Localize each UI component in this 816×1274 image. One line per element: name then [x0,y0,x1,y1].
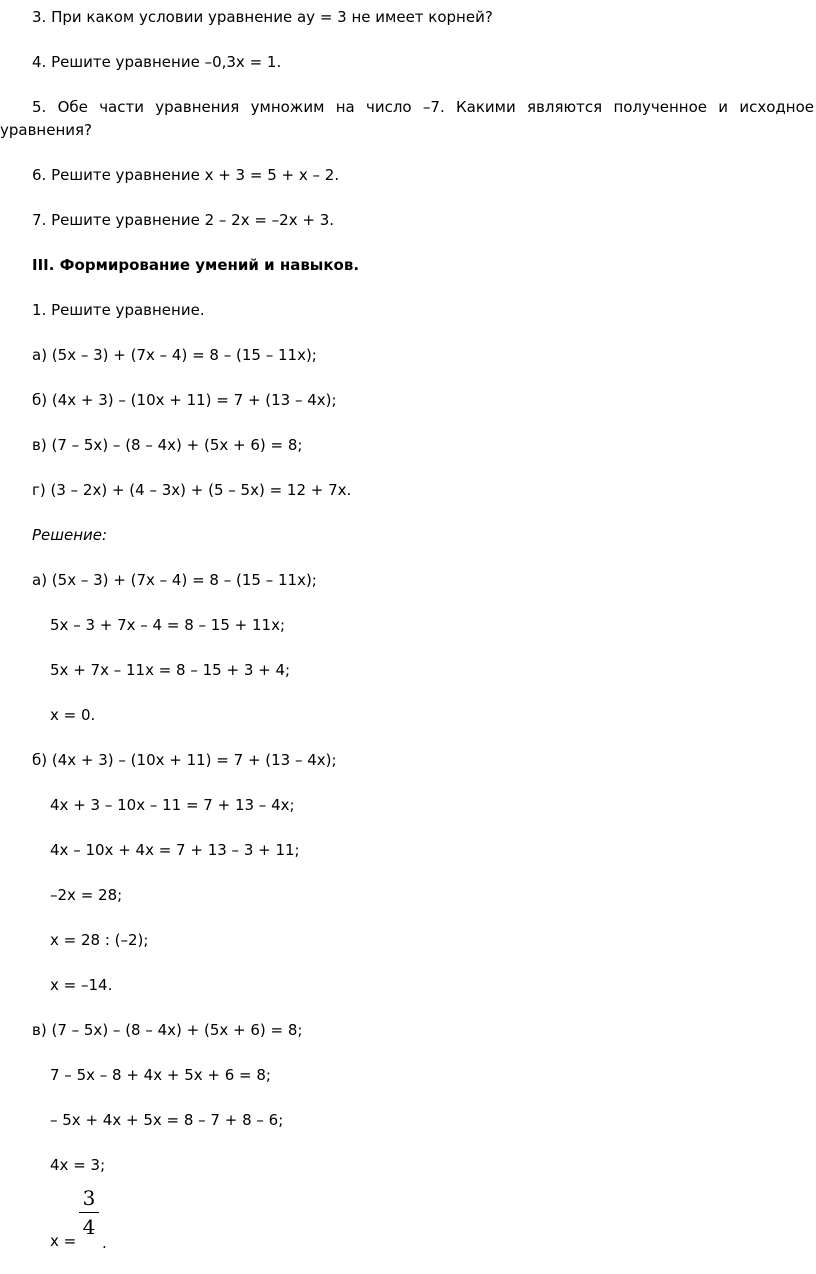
solution-a-step-3: x = 0. [50,706,96,724]
question-4: 4. Решите уравнение –0,3x = 1. [32,53,282,71]
fraction-bar [79,1212,99,1213]
task-v: в) (7 – 5x) – (8 – 4x) + (5x + 6) = 8; [32,436,303,454]
section-heading: III. Формирование умений и навыков. [32,256,360,274]
task-a: а) (5x – 3) + (7x – 4) = 8 – (15 – 11x); [32,346,317,364]
solution-v: в) (7 – 5x) – (8 – 4x) + (5x + 6) = 8; [32,1021,303,1039]
task-1-title: 1. Решите уравнение. [32,301,205,319]
question-5-line-2: уравнения? [0,121,93,139]
task-g: г) (3 – 2x) + (4 – 3x) + (5 – 5x) = 12 + 7x. [32,481,352,499]
final-answer-lhs: x = [50,1232,77,1250]
solution-b-step-4: x = 28 : (–2); [50,931,149,949]
solution-v-step-1: 7 – 5x – 8 + 4x + 5x + 6 = 8; [50,1066,271,1084]
final-answer-period: . [102,1234,107,1252]
question-3: 3. При каком условии уравнение ay = 3 не имеет корней? [32,8,493,26]
solution-a: а) (5x – 3) + (7x – 4) = 8 – (15 – 11x); [32,571,317,589]
solution-a-step-2: 5x + 7x – 11x = 8 – 15 + 3 + 4; [50,661,291,679]
solution-b: б) (4x + 3) – (10x + 11) = 7 + (13 – 4x); [32,751,337,769]
fraction-numerator: 3 [82,1186,96,1210]
solution-b-step-1: 4x + 3 – 10x – 11 = 7 + 13 – 4x; [50,796,295,814]
solution-b-step-2: 4x – 10x + 4x = 7 + 13 – 3 + 11; [50,841,300,859]
solution-v-step-3: 4x = 3; [50,1156,106,1174]
solution-b-step-5: x = –14. [50,976,113,994]
fraction-denominator: 4 [82,1215,96,1239]
task-b: б) (4x + 3) – (10x + 11) = 7 + (13 – 4x); [32,391,337,409]
solution-heading: Решение: [32,526,108,544]
question-5-line-1: 5. Обе части уравнения умножим на число –7. Какими являются полученное и исходное [32,98,814,116]
solution-a-step-1: 5x – 3 + 7x – 4 = 8 – 15 + 11x; [50,616,285,634]
question-7: 7. Решите уравнение 2 – 2x = –2x + 3. [32,211,335,229]
solution-v-step-2: – 5x + 4x + 5x = 8 – 7 + 8 – 6; [50,1111,284,1129]
question-6: 6. Решите уравнение x + 3 = 5 + x – 2. [32,166,340,184]
solution-b-step-3: –2x = 28; [50,886,123,904]
final-answer-fraction [79,1186,99,1239]
